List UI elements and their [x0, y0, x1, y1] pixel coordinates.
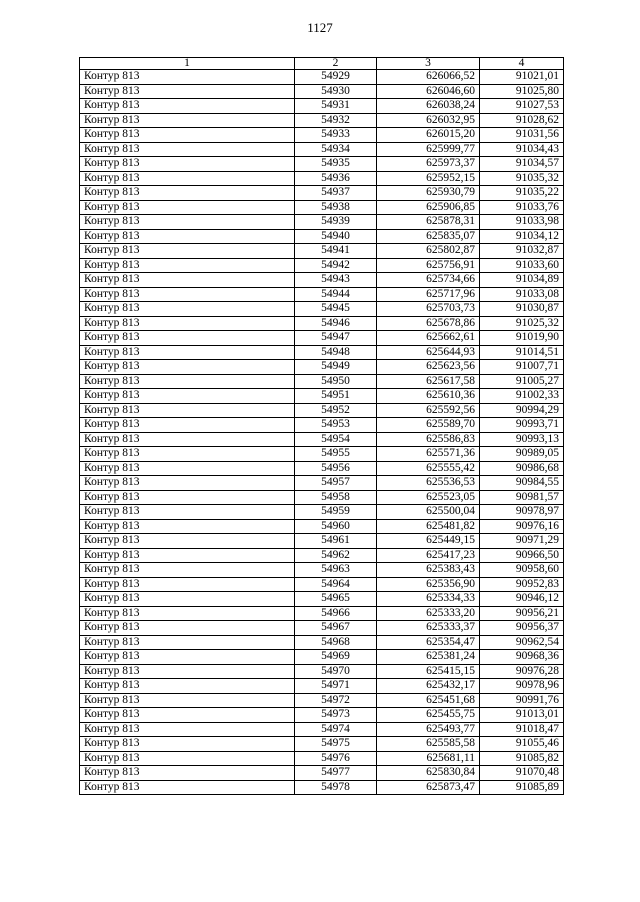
- contour-name-cell: Контур 813: [80, 447, 295, 462]
- table-row: [80, 780, 564, 795]
- y-coordinate-cell: 90971,29: [480, 534, 564, 549]
- y-coordinate-cell: 91018,47: [480, 722, 564, 737]
- contour-name-cell: Контур 813: [80, 302, 295, 317]
- table-row: [80, 157, 564, 172]
- y-coordinate-cell: 90984,55: [480, 476, 564, 491]
- y-coordinate-cell: 90981,57: [480, 490, 564, 505]
- contour-name-cell: Контур 813: [80, 128, 295, 143]
- point-number-cell: 54960: [295, 519, 377, 534]
- table-row: [80, 708, 564, 723]
- point-number-cell: 54941: [295, 244, 377, 259]
- x-coordinate-cell: 625610,36: [377, 389, 480, 404]
- column-header-1: 1: [80, 58, 295, 70]
- point-number-cell: 54936: [295, 171, 377, 186]
- y-coordinate-cell: 90956,21: [480, 606, 564, 621]
- point-number-cell: 54975: [295, 737, 377, 752]
- y-coordinate-cell: 91030,87: [480, 302, 564, 317]
- table-row: [80, 722, 564, 737]
- contour-name-cell: Контур 813: [80, 229, 295, 244]
- point-number-cell: 54934: [295, 142, 377, 157]
- y-coordinate-cell: 91027,53: [480, 99, 564, 114]
- y-coordinate-cell: 91033,08: [480, 287, 564, 302]
- x-coordinate-cell: 625334,33: [377, 592, 480, 607]
- y-coordinate-cell: 91031,56: [480, 128, 564, 143]
- table-row: [80, 432, 564, 447]
- contour-name-cell: Контур 813: [80, 403, 295, 418]
- x-coordinate-cell: 625536,53: [377, 476, 480, 491]
- y-coordinate-cell: 90962,54: [480, 635, 564, 650]
- contour-name-cell: Контур 813: [80, 635, 295, 650]
- y-coordinate-cell: 91035,32: [480, 171, 564, 186]
- point-number-cell: 54944: [295, 287, 377, 302]
- point-number-cell: 54958: [295, 490, 377, 505]
- table-row: [80, 287, 564, 302]
- x-coordinate-cell: 626066,52: [377, 70, 480, 85]
- point-number-cell: 54977: [295, 766, 377, 781]
- contour-name-cell: Контур 813: [80, 519, 295, 534]
- table-row: [80, 229, 564, 244]
- x-coordinate-cell: 625586,83: [377, 432, 480, 447]
- x-coordinate-cell: 625493,77: [377, 722, 480, 737]
- y-coordinate-cell: 91070,48: [480, 766, 564, 781]
- point-number-cell: 54964: [295, 577, 377, 592]
- x-coordinate-cell: 625481,82: [377, 519, 480, 534]
- y-coordinate-cell: 91035,22: [480, 186, 564, 201]
- x-coordinate-cell: 625455,75: [377, 708, 480, 723]
- contour-name-cell: Контур 813: [80, 432, 295, 447]
- contour-name-cell: Контур 813: [80, 476, 295, 491]
- point-number-cell: 54967: [295, 621, 377, 636]
- y-coordinate-cell: 91013,01: [480, 708, 564, 723]
- x-coordinate-cell: 625356,90: [377, 577, 480, 592]
- y-coordinate-cell: 91055,46: [480, 737, 564, 752]
- y-coordinate-cell: 91085,82: [480, 751, 564, 766]
- x-coordinate-cell: 625623,56: [377, 360, 480, 375]
- contour-name-cell: Контур 813: [80, 563, 295, 578]
- contour-name-cell: Контур 813: [80, 287, 295, 302]
- y-coordinate-cell: 91085,89: [480, 780, 564, 795]
- x-coordinate-cell: 625617,58: [377, 374, 480, 389]
- contour-name-cell: Контур 813: [80, 374, 295, 389]
- table-row: [80, 215, 564, 230]
- contour-name-cell: Контур 813: [80, 490, 295, 505]
- contour-name-cell: Контур 813: [80, 737, 295, 752]
- x-coordinate-cell: 625523,05: [377, 490, 480, 505]
- contour-name-cell: Контур 813: [80, 751, 295, 766]
- x-coordinate-cell: 625681,11: [377, 751, 480, 766]
- table-row: [80, 693, 564, 708]
- y-coordinate-cell: 90958,60: [480, 563, 564, 578]
- point-number-cell: 54974: [295, 722, 377, 737]
- contour-name-cell: Контур 813: [80, 606, 295, 621]
- y-coordinate-cell: 91034,12: [480, 229, 564, 244]
- point-number-cell: 54972: [295, 693, 377, 708]
- x-coordinate-cell: 625703,73: [377, 302, 480, 317]
- x-coordinate-cell: 625589,70: [377, 418, 480, 433]
- y-coordinate-cell: 91002,33: [480, 389, 564, 404]
- x-coordinate-cell: 626038,24: [377, 99, 480, 114]
- table-row: [80, 360, 564, 375]
- column-header-4: 4: [480, 58, 564, 70]
- x-coordinate-cell: 626046,60: [377, 84, 480, 99]
- coordinates-table: [79, 57, 564, 795]
- y-coordinate-cell: 91034,89: [480, 273, 564, 288]
- table-row: [80, 273, 564, 288]
- table-row: [80, 418, 564, 433]
- contour-name-cell: Контур 813: [80, 157, 295, 172]
- y-coordinate-cell: 90994,29: [480, 403, 564, 418]
- table-row: [80, 737, 564, 752]
- point-number-cell: 54937: [295, 186, 377, 201]
- x-coordinate-cell: 625878,31: [377, 215, 480, 230]
- x-coordinate-cell: 625952,15: [377, 171, 480, 186]
- column-header-2: 2: [295, 58, 377, 70]
- x-coordinate-cell: 625999,77: [377, 142, 480, 157]
- x-coordinate-cell: 625835,07: [377, 229, 480, 244]
- table-row: [80, 592, 564, 607]
- contour-name-cell: Контур 813: [80, 200, 295, 215]
- x-coordinate-cell: 625644,93: [377, 345, 480, 360]
- y-coordinate-cell: 91021,01: [480, 70, 564, 85]
- contour-name-cell: Контур 813: [80, 171, 295, 186]
- page-number: 1127: [307, 20, 333, 35]
- contour-name-cell: Контур 813: [80, 780, 295, 795]
- contour-name-cell: Контур 813: [80, 708, 295, 723]
- table-row: [80, 244, 564, 259]
- point-number-cell: 54957: [295, 476, 377, 491]
- contour-name-cell: Контур 813: [80, 331, 295, 346]
- y-coordinate-cell: 91019,90: [480, 331, 564, 346]
- contour-name-cell: Контур 813: [80, 142, 295, 157]
- header-row: [80, 58, 564, 70]
- y-coordinate-cell: 91025,32: [480, 316, 564, 331]
- table-row: [80, 621, 564, 636]
- point-number-cell: 54955: [295, 447, 377, 462]
- x-coordinate-cell: 625585,58: [377, 737, 480, 752]
- table-row: [80, 664, 564, 679]
- table-row: [80, 461, 564, 476]
- point-number-cell: 54978: [295, 780, 377, 795]
- column-header-3: 3: [377, 58, 480, 70]
- point-number-cell: 54952: [295, 403, 377, 418]
- point-number-cell: 54959: [295, 505, 377, 520]
- contour-name-cell: Контур 813: [80, 505, 295, 520]
- y-coordinate-cell: 91033,60: [480, 258, 564, 273]
- x-coordinate-cell: 625333,37: [377, 621, 480, 636]
- y-coordinate-cell: 90966,50: [480, 548, 564, 563]
- point-number-cell: 54948: [295, 345, 377, 360]
- point-number-cell: 54968: [295, 635, 377, 650]
- table-row: [80, 331, 564, 346]
- y-coordinate-cell: 91028,62: [480, 113, 564, 128]
- x-coordinate-cell: 625717,96: [377, 287, 480, 302]
- contour-name-cell: Контур 813: [80, 244, 295, 259]
- x-coordinate-cell: 625555,42: [377, 461, 480, 476]
- x-coordinate-cell: 625873,47: [377, 780, 480, 795]
- point-number-cell: 54953: [295, 418, 377, 433]
- table-row: [80, 534, 564, 549]
- contour-name-cell: Контур 813: [80, 650, 295, 665]
- x-coordinate-cell: 625906,85: [377, 200, 480, 215]
- point-number-cell: 54931: [295, 99, 377, 114]
- y-coordinate-cell: 90976,16: [480, 519, 564, 534]
- y-coordinate-cell: 90956,37: [480, 621, 564, 636]
- x-coordinate-cell: 625571,36: [377, 447, 480, 462]
- table-row: [80, 476, 564, 491]
- point-number-cell: 54929: [295, 70, 377, 85]
- y-coordinate-cell: 90991,76: [480, 693, 564, 708]
- point-number-cell: 54965: [295, 592, 377, 607]
- table-row: [80, 70, 564, 85]
- table-row: [80, 113, 564, 128]
- y-coordinate-cell: 90993,13: [480, 432, 564, 447]
- table-body: [80, 70, 564, 795]
- table-row: [80, 374, 564, 389]
- contour-name-cell: Контур 813: [80, 316, 295, 331]
- x-coordinate-cell: 625662,61: [377, 331, 480, 346]
- y-coordinate-cell: 90989,05: [480, 447, 564, 462]
- contour-name-cell: Контур 813: [80, 99, 295, 114]
- table-row: [80, 563, 564, 578]
- contour-name-cell: Контур 813: [80, 273, 295, 288]
- table-row: [80, 389, 564, 404]
- contour-name-cell: Контур 813: [80, 461, 295, 476]
- y-coordinate-cell: 90993,71: [480, 418, 564, 433]
- point-number-cell: 54930: [295, 84, 377, 99]
- table-row: [80, 635, 564, 650]
- contour-name-cell: Контур 813: [80, 360, 295, 375]
- y-coordinate-cell: 90976,28: [480, 664, 564, 679]
- x-coordinate-cell: 625500,04: [377, 505, 480, 520]
- x-coordinate-cell: 625678,86: [377, 316, 480, 331]
- table-row: [80, 577, 564, 592]
- point-number-cell: 54938: [295, 200, 377, 215]
- y-coordinate-cell: 91034,57: [480, 157, 564, 172]
- table-row: [80, 751, 564, 766]
- point-number-cell: 54947: [295, 331, 377, 346]
- table-row: [80, 345, 564, 360]
- point-number-cell: 54971: [295, 679, 377, 694]
- x-coordinate-cell: 625417,23: [377, 548, 480, 563]
- y-coordinate-cell: 91032,87: [480, 244, 564, 259]
- contour-name-cell: Контур 813: [80, 186, 295, 201]
- point-number-cell: 54969: [295, 650, 377, 665]
- point-number-cell: 54950: [295, 374, 377, 389]
- x-coordinate-cell: 625756,91: [377, 258, 480, 273]
- y-coordinate-cell: 91033,98: [480, 215, 564, 230]
- x-coordinate-cell: 625451,68: [377, 693, 480, 708]
- contour-name-cell: Контур 813: [80, 345, 295, 360]
- contour-name-cell: Контур 813: [80, 258, 295, 273]
- y-coordinate-cell: 90952,83: [480, 577, 564, 592]
- table-row: [80, 403, 564, 418]
- table-row: [80, 548, 564, 563]
- point-number-cell: 54933: [295, 128, 377, 143]
- contour-name-cell: Контур 813: [80, 693, 295, 708]
- x-coordinate-cell: 625830,84: [377, 766, 480, 781]
- contour-name-cell: Контур 813: [80, 215, 295, 230]
- table-row: [80, 186, 564, 201]
- contour-name-cell: Контур 813: [80, 418, 295, 433]
- table-row: [80, 316, 564, 331]
- table-row: [80, 650, 564, 665]
- x-coordinate-cell: 625930,79: [377, 186, 480, 201]
- x-coordinate-cell: 625802,87: [377, 244, 480, 259]
- x-coordinate-cell: 625381,24: [377, 650, 480, 665]
- contour-name-cell: Контур 813: [80, 621, 295, 636]
- contour-name-cell: Контур 813: [80, 679, 295, 694]
- y-coordinate-cell: 91034,43: [480, 142, 564, 157]
- x-coordinate-cell: 625415,15: [377, 664, 480, 679]
- table-row: [80, 99, 564, 114]
- point-number-cell: 54940: [295, 229, 377, 244]
- table-row: [80, 258, 564, 273]
- point-number-cell: 54954: [295, 432, 377, 447]
- table-row: [80, 128, 564, 143]
- y-coordinate-cell: 91005,27: [480, 374, 564, 389]
- contour-name-cell: Контур 813: [80, 766, 295, 781]
- table-row: [80, 766, 564, 781]
- x-coordinate-cell: 625383,43: [377, 563, 480, 578]
- point-number-cell: 54966: [295, 606, 377, 621]
- table-row: [80, 171, 564, 186]
- contour-name-cell: Контур 813: [80, 722, 295, 737]
- point-number-cell: 54963: [295, 563, 377, 578]
- y-coordinate-cell: 90946,12: [480, 592, 564, 607]
- point-number-cell: 54943: [295, 273, 377, 288]
- point-number-cell: 54946: [295, 316, 377, 331]
- x-coordinate-cell: 626032,95: [377, 113, 480, 128]
- x-coordinate-cell: 625592,56: [377, 403, 480, 418]
- contour-name-cell: Контур 813: [80, 113, 295, 128]
- table-row: [80, 490, 564, 505]
- point-number-cell: 54956: [295, 461, 377, 476]
- contour-name-cell: Контур 813: [80, 389, 295, 404]
- point-number-cell: 54973: [295, 708, 377, 723]
- table-row: [80, 679, 564, 694]
- contour-name-cell: Контур 813: [80, 534, 295, 549]
- x-coordinate-cell: 625432,17: [377, 679, 480, 694]
- point-number-cell: 54970: [295, 664, 377, 679]
- x-coordinate-cell: 625973,37: [377, 157, 480, 172]
- point-number-cell: 54942: [295, 258, 377, 273]
- y-coordinate-cell: 90978,97: [480, 505, 564, 520]
- point-number-cell: 54939: [295, 215, 377, 230]
- x-coordinate-cell: 625734,66: [377, 273, 480, 288]
- contour-name-cell: Контур 813: [80, 577, 295, 592]
- x-coordinate-cell: 625354,47: [377, 635, 480, 650]
- point-number-cell: 54962: [295, 548, 377, 563]
- point-number-cell: 54951: [295, 389, 377, 404]
- table-row: [80, 302, 564, 317]
- table-row: [80, 606, 564, 621]
- y-coordinate-cell: 91025,80: [480, 84, 564, 99]
- table-row: [80, 84, 564, 99]
- table-row: [80, 505, 564, 520]
- table-row: [80, 519, 564, 534]
- table-row: [80, 447, 564, 462]
- y-coordinate-cell: 91007,71: [480, 360, 564, 375]
- y-coordinate-cell: 91033,76: [480, 200, 564, 215]
- point-number-cell: 54961: [295, 534, 377, 549]
- x-coordinate-cell: 625333,20: [377, 606, 480, 621]
- table-row: [80, 142, 564, 157]
- y-coordinate-cell: 91014,51: [480, 345, 564, 360]
- point-number-cell: 54932: [295, 113, 377, 128]
- y-coordinate-cell: 90986,68: [480, 461, 564, 476]
- contour-name-cell: Контур 813: [80, 592, 295, 607]
- point-number-cell: 54976: [295, 751, 377, 766]
- x-coordinate-cell: 625449,15: [377, 534, 480, 549]
- x-coordinate-cell: 626015,20: [377, 128, 480, 143]
- point-number-cell: 54949: [295, 360, 377, 375]
- contour-name-cell: Контур 813: [80, 664, 295, 679]
- table-row: [80, 200, 564, 215]
- point-number-cell: 54945: [295, 302, 377, 317]
- y-coordinate-cell: 90978,96: [480, 679, 564, 694]
- point-number-cell: 54935: [295, 157, 377, 172]
- contour-name-cell: Контур 813: [80, 84, 295, 99]
- contour-name-cell: Контур 813: [80, 548, 295, 563]
- contour-name-cell: Контур 813: [80, 70, 295, 85]
- y-coordinate-cell: 90968,36: [480, 650, 564, 665]
